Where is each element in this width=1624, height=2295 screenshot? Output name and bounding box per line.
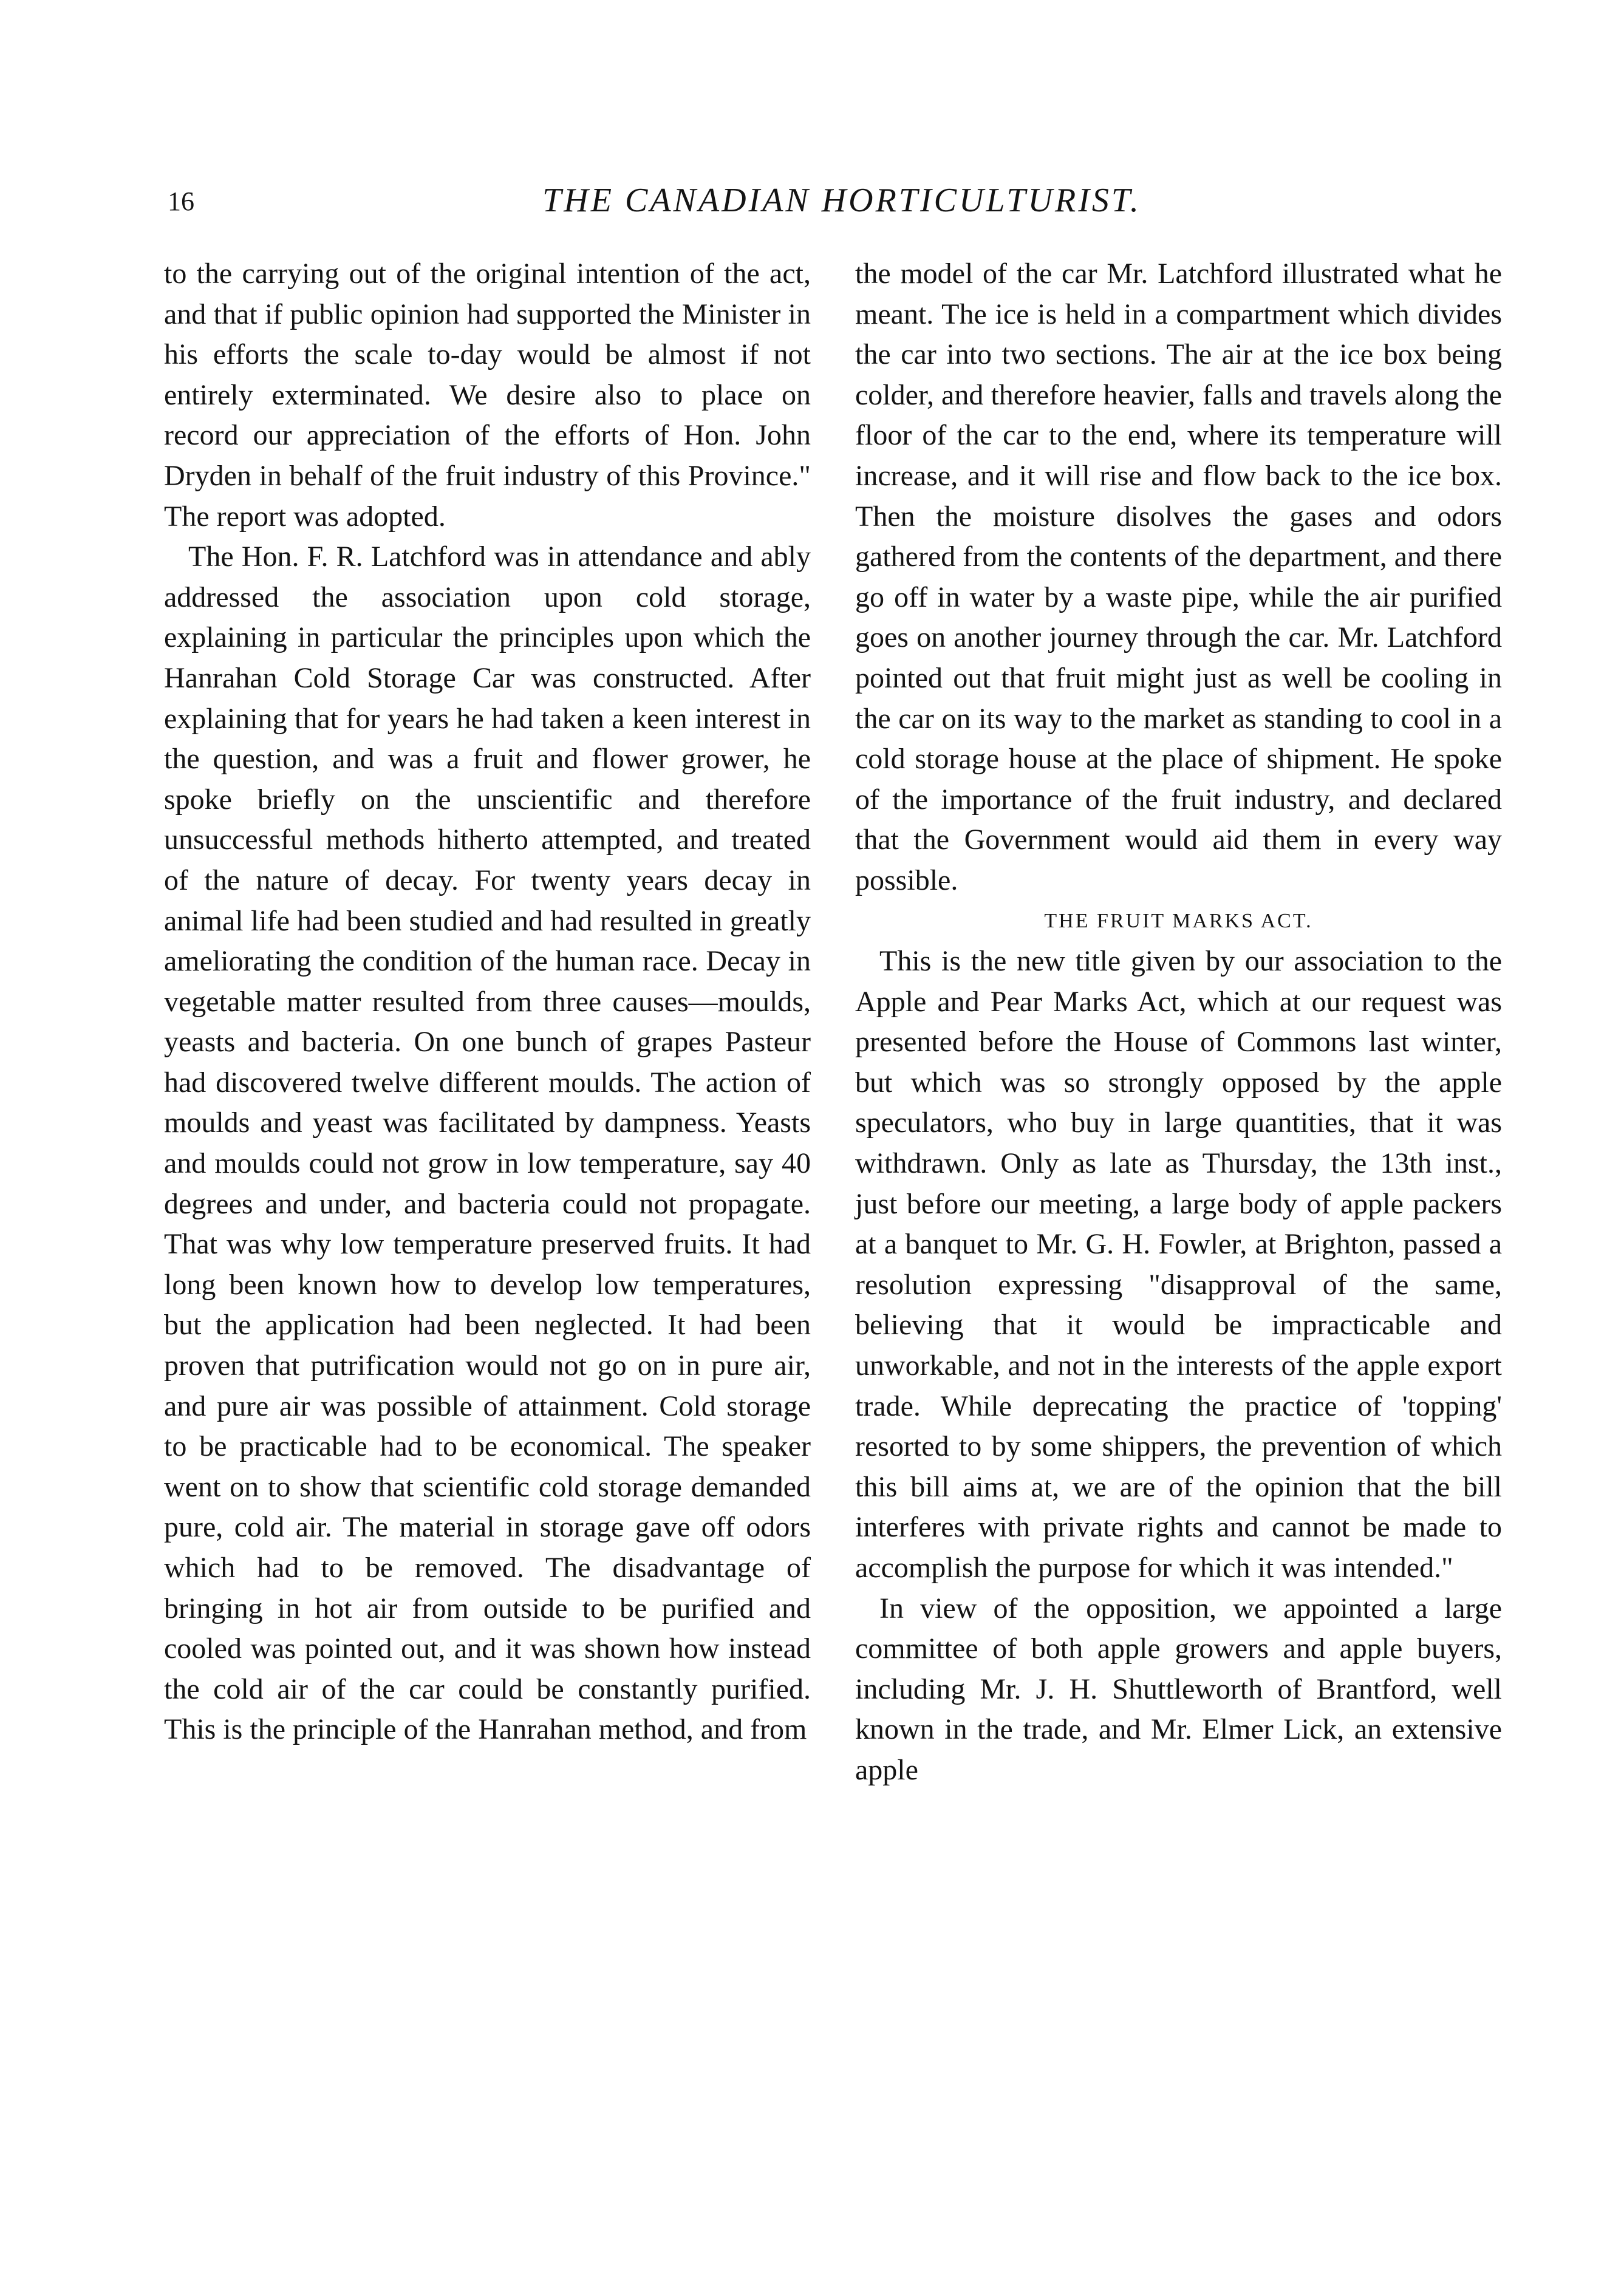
page-header — [168, 181, 1516, 230]
paragraph: the model of the car Mr. Latchford illustrated what he meant. The ice is held in a compartment which divides the car into two sections. The air at the ice box being colder, and therefore heavier, falls and travels along the floor of the car to the end, where its temperature will increase, and it will rise and flow back to the ice box. Then the moisture disolves the gases and odors gathered from the contents of the department, and there go off in water by a waste pipe, while the air purified goes on another journey through the car. Mr. Latchford pointed out that fruit might just as well be cooling in the car on its way to the market as standing to cool in a cold storage house at the place of shipment. He spoke of the importance of the fruit industry, and declared that the Government would aid them in every way possible. — [855, 257, 1502, 896]
paragraph: In view of the opposition, we appointed a large committee of both apple growers and apple buyers, including Mr. J. H. Shuttleworth of Brantford, well known in the trade, and Mr. Elmer Lick, an extensive apple — [855, 1592, 1502, 1786]
page-number: 16 — [168, 186, 194, 216]
running-title: THE CANADIAN HORTICULTURIST. — [542, 182, 1141, 219]
paragraph: to the carrying out of the original intention of the act, and that if public opinion had supported the Minister in his efforts the scale to-day would be almost if not entirely exterminated. We desire also to place on record our appreciation of the efforts of Hon. John Dryden in behalf of the fruit industry of this Province." The report was adopted. — [164, 257, 811, 533]
paragraph: This is the new title given by our association to the Apple and Pear Marks Act, which at our request was presented before the House of Commons last winter, but which was so strongly opposed by the apple speculators, who buy in large quantities, that it was withdrawn. Only as late as Thursday, the 13th inst., just before our meeting, a large body of apple packers at a banquet to Mr. G. H. Fowler, at Brighton, passed a resolution expressing "disapproval of the same, believing that it would be impracticable and unworkable, and not in the interests of the apple export trade. While deprecating the practice of 'topping' resorted to by some shippers, the prevention of which this bill aims at, we are of the opinion that the bill interferes with private rights and cannot be made to accomplish the purpose for which it was intended." — [855, 945, 1502, 1584]
paragraph: The Hon. F. R. Latchford was in attendance and ably addressed the association upon cold storage, explaining in particular the principles upon which the Hanrahan Cold Storage Car was constructed. After explaining that for years he had taken a keen interest in the question, and was a fruit and flower grower, he spoke briefly on the unscientific and therefore unsuccessful methods hitherto attempted, and treated of the nature of decay. For twenty years decay in animal life had been studied and had resulted in greatly ameliorating the condition of the human race. Decay in vegetable matter resulted from three causes—moulds, yeasts and bacteria. On one bunch of grapes Pasteur had discovered twelve different moulds. The action of moulds and yeast was facilitated by dampness. Yeasts and moulds could not grow in low temperature, say 40 degrees and under, and bacteria could not propagate. That was why low temperature preserved fruits. It had long been known how to develop low temperatures, but the application had been neglected. It had been proven that putrification would not go on in pure air, and pure air was possible of attainment. Cold storage to be practicable had to be economical. The speaker went on to show that scientific cold storage demanded pure, cold air. The material in storage gave off odors which had to be removed. The disadvantage of bringing in hot air from outside to be purified and cooled was pointed out, and it was shown how instead the cold air of the car could be constantly purified. This is the principle of the Hanrahan method, and from — [164, 541, 811, 1746]
left-column — [164, 254, 811, 1750]
section-heading: THE FRUIT MARKS ACT. — [1044, 909, 1313, 932]
right-column — [855, 254, 1502, 1791]
